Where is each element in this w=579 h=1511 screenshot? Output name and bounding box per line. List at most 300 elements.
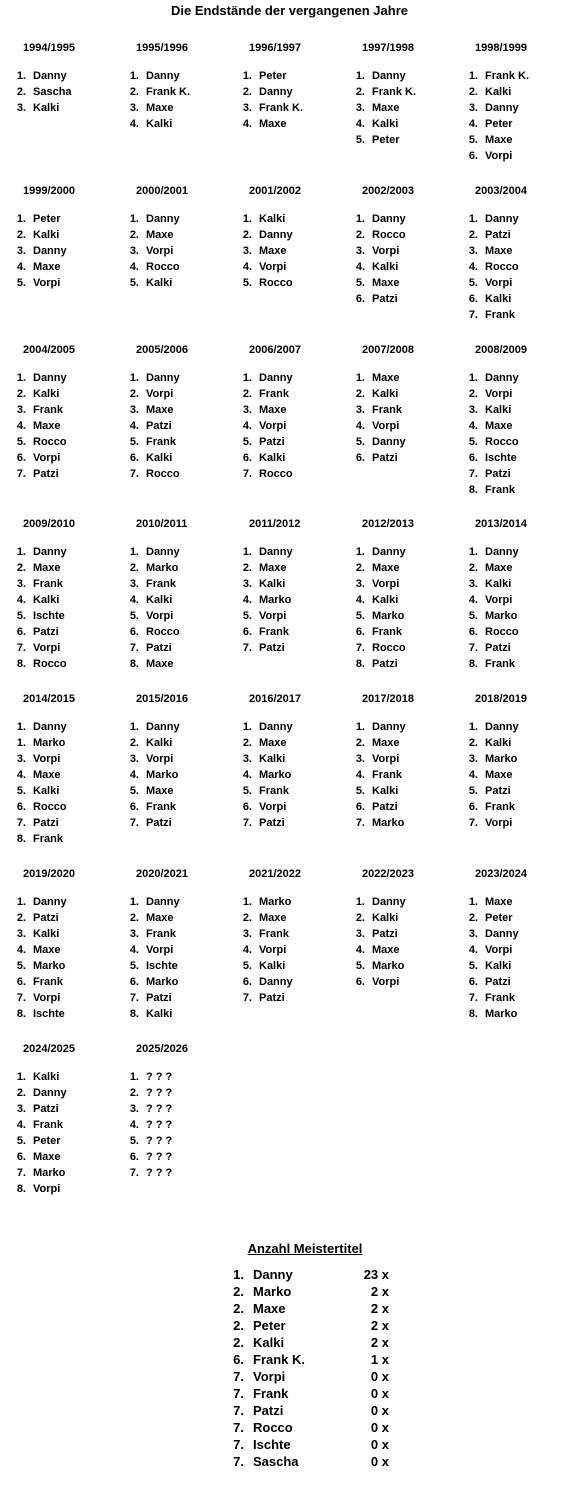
ranking-position: 6. bbox=[16, 452, 26, 464]
ranking-player-name: Maxe bbox=[485, 562, 513, 574]
ranking-player-name: Peter bbox=[372, 134, 400, 146]
titles-rank: 7. bbox=[233, 1386, 244, 1401]
ranking-player-name: Danny bbox=[259, 976, 293, 988]
ranking-position: 2. bbox=[355, 86, 365, 98]
ranking-position: 2. bbox=[355, 737, 365, 749]
ranking-player-name: Patzi bbox=[485, 642, 511, 654]
titles-count: 23 x bbox=[363, 1267, 389, 1282]
ranking-position: 1. bbox=[16, 737, 26, 749]
ranking-player-name: Kalki bbox=[372, 594, 399, 606]
ranking-row bbox=[235, 386, 293, 402]
ranking-row bbox=[9, 799, 67, 815]
ranking-row bbox=[348, 132, 416, 148]
ranking-player-name: Rocco bbox=[33, 658, 67, 670]
ranking-row bbox=[348, 68, 416, 84]
ranking-row bbox=[122, 1006, 180, 1022]
titles-row bbox=[230, 1436, 400, 1453]
ranking-player-name: Patzi bbox=[146, 642, 172, 654]
ranking-player-name: Maxe bbox=[372, 277, 400, 289]
ranking-row bbox=[122, 434, 180, 450]
ranking-player-name: Maxe bbox=[146, 102, 174, 114]
ranking-row bbox=[235, 974, 293, 990]
ranking-position: 1. bbox=[242, 721, 252, 733]
ranking-row bbox=[235, 958, 293, 974]
ranking-row bbox=[348, 450, 406, 466]
ranking-position: 6. bbox=[468, 452, 478, 464]
ranking-player-name: Marko bbox=[146, 976, 179, 988]
ranking-row bbox=[461, 227, 519, 243]
ranking-position: 4. bbox=[242, 261, 252, 273]
ranking-row bbox=[235, 402, 293, 418]
ranking-position: 4. bbox=[242, 118, 252, 130]
ranking-row bbox=[9, 418, 67, 434]
ranking-position: 5. bbox=[129, 1135, 139, 1147]
ranking-player-name: Danny bbox=[33, 245, 67, 257]
titles-rank: 2. bbox=[233, 1301, 244, 1316]
ranking-player-name: Maxe bbox=[146, 912, 174, 924]
ranking-row bbox=[122, 418, 180, 434]
titles-rank: 7. bbox=[233, 1369, 244, 1384]
ranking-position: 4. bbox=[355, 594, 365, 606]
ranking-player-name: Maxe bbox=[372, 372, 400, 384]
ranking-position: 7. bbox=[468, 817, 478, 829]
ranking-position: 3. bbox=[16, 1103, 26, 1115]
season-label: 2003/2004 bbox=[475, 185, 527, 197]
ranking-row bbox=[122, 592, 180, 608]
ranking-player-name: ? ? ? bbox=[146, 1151, 173, 1163]
ranking-position: 4. bbox=[16, 594, 26, 606]
ranking-player-name: Danny bbox=[146, 546, 180, 558]
ranking-position: 5. bbox=[16, 1135, 26, 1147]
ranking-position: 5. bbox=[355, 436, 365, 448]
ranking-player-name: Ischte bbox=[33, 610, 65, 622]
titles-player-name: Rocco bbox=[253, 1420, 293, 1435]
ranking-row bbox=[235, 68, 303, 84]
ranking-position: 5. bbox=[129, 785, 139, 797]
ranking-player-name: Marko bbox=[146, 769, 179, 781]
ranking-position: 6. bbox=[355, 293, 365, 305]
ranking-player-name: Vorpi bbox=[146, 388, 174, 400]
ranking-position: 8. bbox=[129, 1008, 139, 1020]
season-ranking-list bbox=[122, 211, 180, 291]
ranking-row bbox=[235, 450, 293, 466]
ranking-row bbox=[9, 227, 67, 243]
ranking-player-name: Marko bbox=[372, 960, 405, 972]
ranking-player-name: Patzi bbox=[33, 817, 59, 829]
ranking-player-name: Danny bbox=[33, 721, 67, 733]
ranking-position: 2. bbox=[355, 229, 365, 241]
ranking-position: 8. bbox=[129, 658, 139, 670]
ranking-row bbox=[122, 624, 180, 640]
ranking-position: 6. bbox=[355, 976, 365, 988]
ranking-player-name: Marko bbox=[33, 960, 66, 972]
titles-rank: 7. bbox=[233, 1454, 244, 1469]
ranking-row bbox=[461, 1006, 519, 1022]
ranking-position: 7. bbox=[468, 309, 478, 321]
ranking-position: 6. bbox=[16, 801, 26, 813]
ranking-position: 1. bbox=[468, 896, 478, 908]
ranking-position: 4. bbox=[129, 420, 139, 432]
season-label: 1996/1997 bbox=[249, 42, 301, 54]
ranking-position: 3. bbox=[468, 404, 478, 416]
ranking-player-name: Danny bbox=[372, 436, 406, 448]
ranking-player-name: Danny bbox=[259, 229, 293, 241]
ranking-player-name: Vorpi bbox=[372, 753, 400, 765]
season-label: 2022/2023 bbox=[362, 868, 414, 880]
ranking-player-name: Vorpi bbox=[372, 578, 400, 590]
ranking-row bbox=[348, 544, 406, 560]
ranking-position: 3. bbox=[468, 928, 478, 940]
ranking-row bbox=[9, 1085, 67, 1101]
ranking-position: 5. bbox=[242, 277, 252, 289]
ranking-position: 1. bbox=[468, 546, 478, 558]
season-label: 2006/2007 bbox=[249, 344, 301, 356]
ranking-player-name: Kalki bbox=[146, 452, 173, 464]
ranking-row bbox=[235, 370, 293, 386]
ranking-player-name: Patzi bbox=[485, 229, 511, 241]
ranking-position: 2. bbox=[242, 229, 252, 241]
ranking-row bbox=[235, 227, 293, 243]
ranking-row bbox=[348, 719, 406, 735]
ranking-player-name: Marko bbox=[33, 737, 66, 749]
ranking-position: 5. bbox=[468, 436, 478, 448]
ranking-player-name: Maxe bbox=[372, 737, 400, 749]
ranking-row bbox=[461, 799, 519, 815]
ranking-row bbox=[461, 894, 519, 910]
ranking-position: 1. bbox=[468, 213, 478, 225]
ranking-row bbox=[348, 910, 406, 926]
ranking-row bbox=[348, 640, 406, 656]
ranking-row bbox=[9, 815, 67, 831]
ranking-position: 3. bbox=[16, 928, 26, 940]
ranking-position: 4. bbox=[129, 944, 139, 956]
ranking-row bbox=[9, 958, 67, 974]
ranking-position: 4. bbox=[129, 594, 139, 606]
ranking-row bbox=[348, 894, 406, 910]
ranking-row bbox=[122, 1117, 172, 1133]
ranking-player-name: Vorpi bbox=[33, 992, 61, 1004]
season-label: 2025/2026 bbox=[136, 1043, 188, 1055]
ranking-player-name: Maxe bbox=[33, 562, 61, 574]
ranking-player-name: ? ? ? bbox=[146, 1135, 173, 1147]
ranking-player-name: Danny bbox=[485, 102, 519, 114]
ranking-player-name: Rocco bbox=[33, 436, 67, 448]
ranking-row bbox=[461, 386, 519, 402]
ranking-row bbox=[122, 656, 180, 672]
season-label: 1998/1999 bbox=[475, 42, 527, 54]
season-ranking-list bbox=[122, 894, 180, 1022]
ranking-position: 5. bbox=[242, 960, 252, 972]
ranking-position: 2. bbox=[468, 912, 478, 924]
ranking-row bbox=[235, 418, 293, 434]
ranking-player-name: Kalki bbox=[485, 737, 512, 749]
ranking-position: 1. bbox=[129, 896, 139, 908]
ranking-position: 1. bbox=[129, 546, 139, 558]
ranking-row bbox=[461, 450, 519, 466]
ranking-player-name: Marko bbox=[485, 610, 518, 622]
ranking-player-name: Patzi bbox=[372, 928, 398, 940]
ranking-position: 5. bbox=[129, 436, 139, 448]
ranking-position: 3. bbox=[129, 102, 139, 114]
season-label: 2023/2024 bbox=[475, 868, 527, 880]
ranking-player-name: Danny bbox=[372, 546, 406, 558]
ranking-row bbox=[122, 227, 180, 243]
season-label: 1995/1996 bbox=[136, 42, 188, 54]
ranking-position: 6. bbox=[468, 976, 478, 988]
ranking-player-name: Kalki bbox=[485, 404, 512, 416]
titles-rank: 6. bbox=[233, 1352, 244, 1367]
ranking-player-name: Kalki bbox=[485, 293, 512, 305]
ranking-position: 2. bbox=[16, 388, 26, 400]
ranking-row bbox=[122, 1101, 172, 1117]
ranking-player-name: Patzi bbox=[372, 293, 398, 305]
ranking-player-name: Frank bbox=[146, 928, 176, 940]
season-label: 2020/2021 bbox=[136, 868, 188, 880]
ranking-position: 2. bbox=[129, 912, 139, 924]
ranking-player-name: Maxe bbox=[372, 562, 400, 574]
ranking-position: 3. bbox=[242, 102, 252, 114]
ranking-row bbox=[235, 942, 293, 958]
ranking-player-name: Patzi bbox=[33, 626, 59, 638]
ranking-player-name: Danny bbox=[33, 896, 67, 908]
ranking-player-name: Frank bbox=[372, 769, 402, 781]
ranking-position: 1. bbox=[242, 896, 252, 908]
ranking-player-name: Vorpi bbox=[33, 1183, 61, 1195]
ranking-row bbox=[461, 719, 519, 735]
ranking-player-name: Rocco bbox=[485, 626, 519, 638]
season-ranking-list bbox=[348, 894, 406, 990]
ranking-position: 2. bbox=[129, 1087, 139, 1099]
ranking-position: 2. bbox=[355, 388, 365, 400]
season-ranking-list bbox=[9, 544, 67, 672]
ranking-position: 4. bbox=[468, 594, 478, 606]
ranking-position: 5. bbox=[468, 277, 478, 289]
titles-count: 2 x bbox=[370, 1284, 389, 1299]
ranking-player-name: Danny bbox=[259, 86, 293, 98]
season-ranking-list bbox=[348, 370, 406, 466]
ranking-player-name: Marko bbox=[33, 1167, 66, 1179]
season-label: 2015/2016 bbox=[136, 693, 188, 705]
ranking-position: 8. bbox=[16, 1008, 26, 1020]
ranking-position: 6. bbox=[129, 801, 139, 813]
ranking-row bbox=[461, 211, 519, 227]
ranking-position: 2. bbox=[129, 229, 139, 241]
ranking-player-name: Rocco bbox=[485, 261, 519, 273]
ranking-player-name: ? ? ? bbox=[146, 1071, 173, 1083]
ranking-player-name: Rocco bbox=[146, 626, 180, 638]
ranking-player-name: Kalki bbox=[372, 912, 399, 924]
ranking-player-name: Maxe bbox=[33, 944, 61, 956]
ranking-row bbox=[122, 990, 180, 1006]
ranking-row bbox=[461, 735, 519, 751]
ranking-player-name: Danny bbox=[259, 372, 293, 384]
ranking-row bbox=[461, 576, 519, 592]
ranking-position: 2. bbox=[129, 86, 139, 98]
ranking-player-name: Maxe bbox=[146, 785, 174, 797]
ranking-player-name: Danny bbox=[146, 721, 180, 733]
ranking-row bbox=[461, 402, 519, 418]
ranking-position: 1. bbox=[242, 213, 252, 225]
ranking-row bbox=[235, 466, 293, 482]
ranking-row bbox=[461, 640, 519, 656]
ranking-row bbox=[122, 370, 180, 386]
titles-player-name: Vorpi bbox=[253, 1369, 286, 1384]
ranking-player-name: Kalki bbox=[146, 1008, 173, 1020]
ranking-row bbox=[461, 958, 519, 974]
ranking-player-name: Frank bbox=[485, 309, 515, 321]
ranking-row bbox=[348, 799, 406, 815]
ranking-position: 3. bbox=[355, 245, 365, 257]
ranking-position: 5. bbox=[16, 277, 26, 289]
ranking-position: 1. bbox=[355, 70, 365, 82]
ranking-player-name: Maxe bbox=[33, 420, 61, 432]
ranking-position: 2. bbox=[355, 912, 365, 924]
ranking-player-name: Danny bbox=[146, 70, 180, 82]
titles-player-name: Sascha bbox=[253, 1454, 299, 1469]
ranking-position: 4. bbox=[242, 594, 252, 606]
ranking-player-name: Frank bbox=[259, 785, 289, 797]
ranking-player-name: Vorpi bbox=[33, 753, 61, 765]
ranking-row bbox=[122, 926, 180, 942]
ranking-player-name: Vorpi bbox=[146, 245, 174, 257]
ranking-row bbox=[348, 751, 406, 767]
ranking-position: 7. bbox=[242, 817, 252, 829]
ranking-position: 7. bbox=[468, 992, 478, 1004]
ranking-row bbox=[122, 974, 180, 990]
ranking-row bbox=[9, 434, 67, 450]
ranking-player-name: Maxe bbox=[372, 944, 400, 956]
ranking-row bbox=[122, 640, 180, 656]
ranking-position: 1. bbox=[242, 372, 252, 384]
ranking-row bbox=[9, 1133, 67, 1149]
titles-rank: 7. bbox=[233, 1437, 244, 1452]
ranking-row bbox=[122, 719, 180, 735]
titles-player-name: Danny bbox=[253, 1267, 293, 1282]
ranking-player-name: Kalki bbox=[485, 86, 512, 98]
ranking-player-name: ? ? ? bbox=[146, 1167, 173, 1179]
ranking-row bbox=[461, 307, 519, 323]
ranking-row bbox=[122, 799, 180, 815]
ranking-position: 3. bbox=[16, 753, 26, 765]
ranking-position: 6. bbox=[129, 626, 139, 638]
ranking-position: 6. bbox=[468, 150, 478, 162]
season-label: 2012/2013 bbox=[362, 518, 414, 530]
ranking-row bbox=[461, 148, 529, 164]
ranking-position: 2. bbox=[129, 562, 139, 574]
ranking-player-name: Danny bbox=[485, 213, 519, 225]
ranking-player-name: ? ? ? bbox=[146, 1087, 173, 1099]
ranking-position: 5. bbox=[468, 134, 478, 146]
ranking-position: 6. bbox=[16, 1151, 26, 1163]
ranking-row bbox=[461, 291, 519, 307]
titles-row bbox=[230, 1385, 400, 1402]
ranking-row bbox=[348, 592, 406, 608]
ranking-player-name: Patzi bbox=[372, 658, 398, 670]
ranking-position: 7. bbox=[355, 817, 365, 829]
ranking-player-name: Kalki bbox=[146, 737, 173, 749]
ranking-row bbox=[235, 100, 303, 116]
ranking-row bbox=[235, 783, 293, 799]
ranking-player-name: Danny bbox=[146, 213, 180, 225]
ranking-position: 4. bbox=[16, 420, 26, 432]
ranking-player-name: Frank bbox=[33, 578, 63, 590]
season-label: 2010/2011 bbox=[136, 518, 188, 530]
titles-rank: 2. bbox=[233, 1335, 244, 1350]
ranking-player-name: Patzi bbox=[146, 420, 172, 432]
ranking-row bbox=[348, 243, 406, 259]
ranking-position: 8. bbox=[468, 658, 478, 670]
season-label: 2005/2006 bbox=[136, 344, 188, 356]
season-label: 2013/2014 bbox=[475, 518, 527, 530]
ranking-player-name: Kalki bbox=[259, 753, 286, 765]
ranking-row bbox=[461, 100, 529, 116]
ranking-row bbox=[235, 592, 293, 608]
ranking-player-name: Peter bbox=[485, 912, 513, 924]
titles-player-name: Ischte bbox=[253, 1437, 291, 1452]
ranking-player-name: Patzi bbox=[259, 436, 285, 448]
ranking-player-name: Vorpi bbox=[485, 388, 513, 400]
ranking-position: 7. bbox=[16, 642, 26, 654]
ranking-player-name: Danny bbox=[485, 721, 519, 733]
ranking-row bbox=[235, 544, 293, 560]
ranking-position: 3. bbox=[242, 245, 252, 257]
ranking-row bbox=[9, 275, 67, 291]
ranking-row bbox=[9, 990, 67, 1006]
ranking-player-name: Frank bbox=[485, 658, 515, 670]
ranking-position: 4. bbox=[468, 420, 478, 432]
ranking-player-name: Vorpi bbox=[372, 420, 400, 432]
ranking-row bbox=[348, 434, 406, 450]
ranking-position: 3. bbox=[242, 404, 252, 416]
ranking-position: 2. bbox=[242, 912, 252, 924]
season-ranking-list bbox=[122, 1069, 172, 1181]
season-ranking-list bbox=[461, 370, 519, 498]
season-label: 2021/2022 bbox=[249, 868, 301, 880]
ranking-row bbox=[348, 942, 406, 958]
ranking-position: 7. bbox=[16, 817, 26, 829]
ranking-row bbox=[461, 974, 519, 990]
ranking-position: 1. bbox=[355, 896, 365, 908]
ranking-row bbox=[9, 1117, 67, 1133]
ranking-player-name: Frank bbox=[146, 801, 176, 813]
ranking-position: 4. bbox=[16, 769, 26, 781]
ranking-row bbox=[122, 275, 180, 291]
ranking-row bbox=[9, 640, 67, 656]
ranking-player-name: Maxe bbox=[485, 134, 513, 146]
page-title: Die Endstände der vergangenen Jahre bbox=[171, 3, 408, 18]
ranking-player-name: Frank K. bbox=[259, 102, 304, 114]
ranking-row bbox=[461, 482, 519, 498]
ranking-player-name: Frank bbox=[372, 404, 402, 416]
ranking-row bbox=[348, 656, 406, 672]
titles-count: 0 x bbox=[370, 1369, 389, 1384]
ranking-player-name: ? ? ? bbox=[146, 1119, 173, 1131]
ranking-player-name: ? ? ? bbox=[146, 1103, 173, 1115]
ranking-row bbox=[348, 926, 406, 942]
season-label: 2019/2020 bbox=[23, 868, 75, 880]
ranking-player-name: Maxe bbox=[146, 404, 174, 416]
ranking-position: 2. bbox=[16, 86, 26, 98]
ranking-position: 3. bbox=[468, 753, 478, 765]
ranking-player-name: Marko bbox=[372, 817, 405, 829]
ranking-player-name: Patzi bbox=[259, 992, 285, 1004]
ranking-position: 4. bbox=[129, 769, 139, 781]
ranking-player-name: Peter bbox=[33, 1135, 61, 1147]
ranking-position: 3. bbox=[129, 404, 139, 416]
ranking-position: 3. bbox=[355, 404, 365, 416]
ranking-row bbox=[9, 243, 67, 259]
ranking-position: 7. bbox=[129, 992, 139, 1004]
